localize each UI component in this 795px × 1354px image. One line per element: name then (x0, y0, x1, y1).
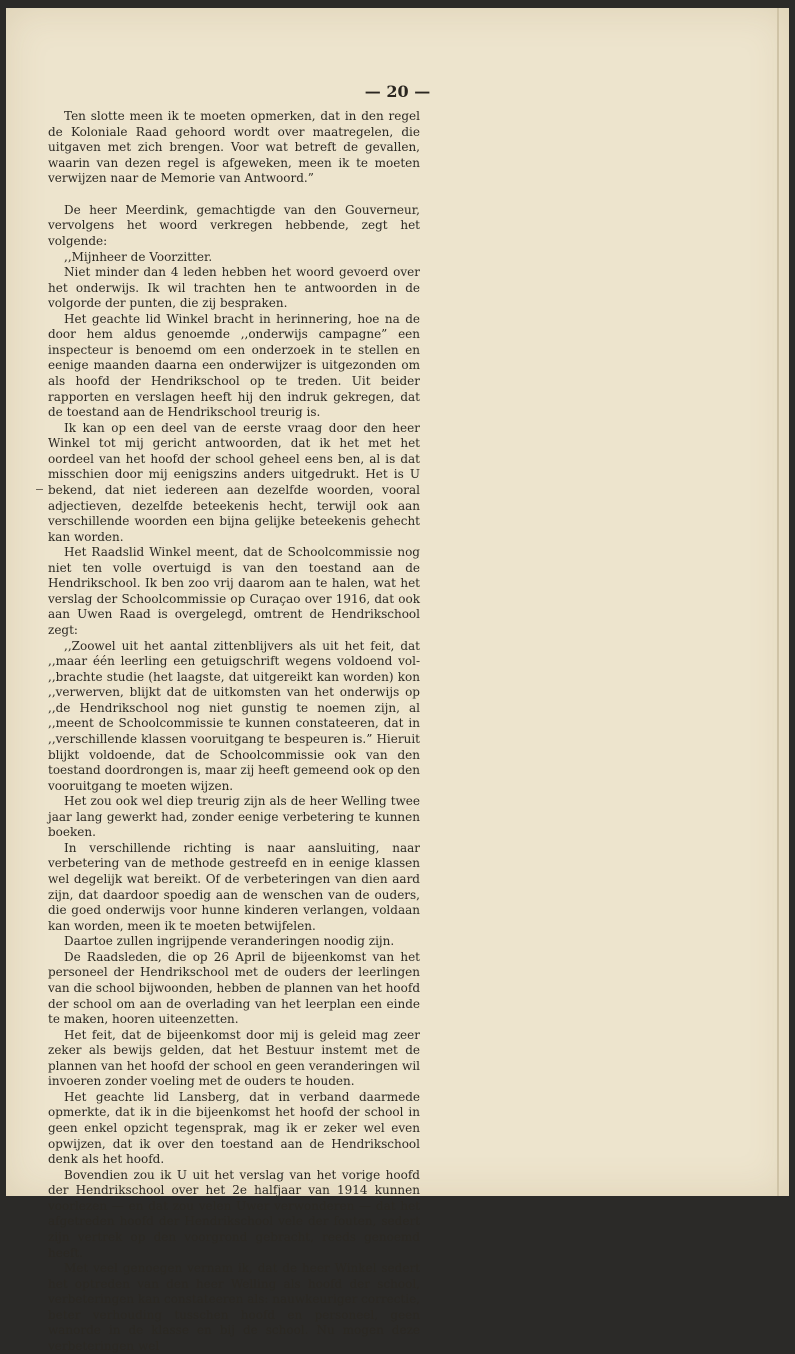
paragraph: Daartoe zullen ingrijpende veranderingen noodig zijn. (64, 934, 395, 949)
paragraph: Het zou ook wel diep treurig zijn als de heer Welling twee jaar lang gewerkt had, zonder eenige verbetering te kunnen boeken. (48, 794, 420, 840)
paragraph: ,,Mijnheer de Voorzitter. (64, 249, 213, 264)
paragraph: Ik kan op een deel van de eerste vraag door den heer Winkel tot mij gericht antwoorden, dat ik het met het oordeel van het hoofd der school geheel eens ben, al is dat misschien door mij eenigszins anders uitgedrukt. Het is U bekend, dat niet iedereen aan dezelfde woorden, vooral adjectieven, dezelfde beteekenis hecht, terwijl ook aan verschillende woorden een bijna gelijke beteekenis gehecht kan worden. (48, 420, 420, 544)
paragraph: Het feit, dat de bijeenkomst door mij is geleid mag zeer zeker als bewijs gelden, dat het Bestuur instemt met de plannen van het hoofd der school en geen veranderingen wil invoeren zonder voeling met de ouders te houden. (48, 1027, 420, 1089)
document-page (6, 8, 789, 1353)
paragraph: Niet minder dan 4 leden hebben het woord gevoerd over het onderwijs. Ik wil trachten hen te antwoorden in de volgorde der punten, die zij bespraken. (48, 265, 420, 311)
paragraph: Het geachte lid Winkel bracht in herinnering, hoe na de door hem aldus genoemde ,,onderwijs campagne” een inspecteur is benoemd om een onderzoek in te stellen en eenige maanden daarna een onderwijzer is uitgezonden om als hoofd der Hendrikschool op te treden. Uit beider rapporten en verslagen heeft hij den indruk gekregen, dat de toestand aan de Hendrikschool treurig is. (48, 311, 420, 420)
paragraph: Het Raadslid Winkel meent, dat de Schoolcommissie nog niet ten volle overtuigd is van den toestand aan de Hendrikschool. Ik ben zoo vrij daarom aan te halen, wat het verslag der Schoolcommissie op Curaçao over 1916, dat ook aan Uwen Raad is overgelegd, omtrent de Hendrikschool zegt: (48, 545, 420, 637)
paragraph: In verschillende richting is naar aansluiting, naar verbetering van de methode gestreefd en in eenige klassen wel degelijk wat bereikt. Of de verbeteringen van dien aard zijn, dat daardoor spoedig aan de wenschen van de ouders, die goed onderwijs voor hunne kinderen verlangen, voldaan kan worden, meen ik te moeten betwijfelen. (48, 840, 420, 933)
paragraph: Met veel genoegen vernam ik, dat de heer Winkel sedert het optreden van den heer Welling als hoofd der school, verbeteringen kan constateeren als: nauwkeuriger correctie, beter verhouding tusschen hoofd en personeel, geen wanorde in de klasse en bij de school. Nu mogen deze verbeteringen wel (48, 1261, 420, 1353)
margin-mark (36, 489, 43, 490)
page-fold-line (777, 8, 779, 1196)
page-number: — 20 — (364, 82, 431, 101)
paragraph: Bovendien zou ik U uit het verslag van het vorige hoofd der Hendrikschool over het 2e halfjaar van 1914 kunnen voorlezen — en dat zou velen Uwer verwonderen — dat het afgetreden hoofd der Hendrikschool vele der fouten, sedert zijn vertrek op den voorgrond gebracht, reeds genoemd heeft. (48, 1167, 420, 1260)
paragraph: ,,Zoowel uit het aantal zittenblijvers als uit het feit, dat ,,maar één leerling een getuigschrift wegens voldoend vol- ,,brachte studie (het laagste, dat uitgereikt kan worden) kon ,,verwerven, blijkt dat de uitkomsten van het onderwijs op ,,de Hendrikschool nog niet gunstig te noemen zijn, al ,,meent de Schoolcommissie te kunnen constateeren, dat in ,,verschillende klassen vooruitgang te bespeuren is.” Hieruit blijkt voldoende, dat de Schoolcommissie ook van den toestand doordrongen is, maar zij heeft gemeend ook op den vooruitgang te moeten wijzen. (48, 638, 420, 793)
body-text (48, 109, 420, 1354)
paragraph: Het geachte lid Lansberg, dat in verband daarmede opmerkte, dat ik in die bijeenkomst het hoofd der school in geen enkel opzicht tegensprak, mag ik er zeker wel even opwijzen, dat ik over den toestand aan de Hendrikschool denk als het hoofd. (48, 1089, 420, 1167)
paragraph: Ten slotte meen ik te moeten opmerken, dat in den regel de Koloniale Raad gehoord wordt over maatregelen, die uitgaven met zich brengen. Voor wat betreft de gevallen, waarin van dezen regel is afgeweken, meen ik te moeten verwijzen naar de Memorie van Antwoord.” (48, 109, 420, 186)
paragraph: De heer Meerdink, gemachtigde van den Gouverneur, vervolgens het woord verkregen hebbende, zegt het volgende: (48, 202, 420, 248)
paragraph: De Raadsleden, die op 26 April de bijeenkomst van het personeel der Hendrikschool met de ouders der leerlingen van die school bijwoonden, hebben de plannen van het hoofd der school om aan de overlading van het leerplan een einde te maken, hooren uiteenzetten. (48, 949, 420, 1027)
